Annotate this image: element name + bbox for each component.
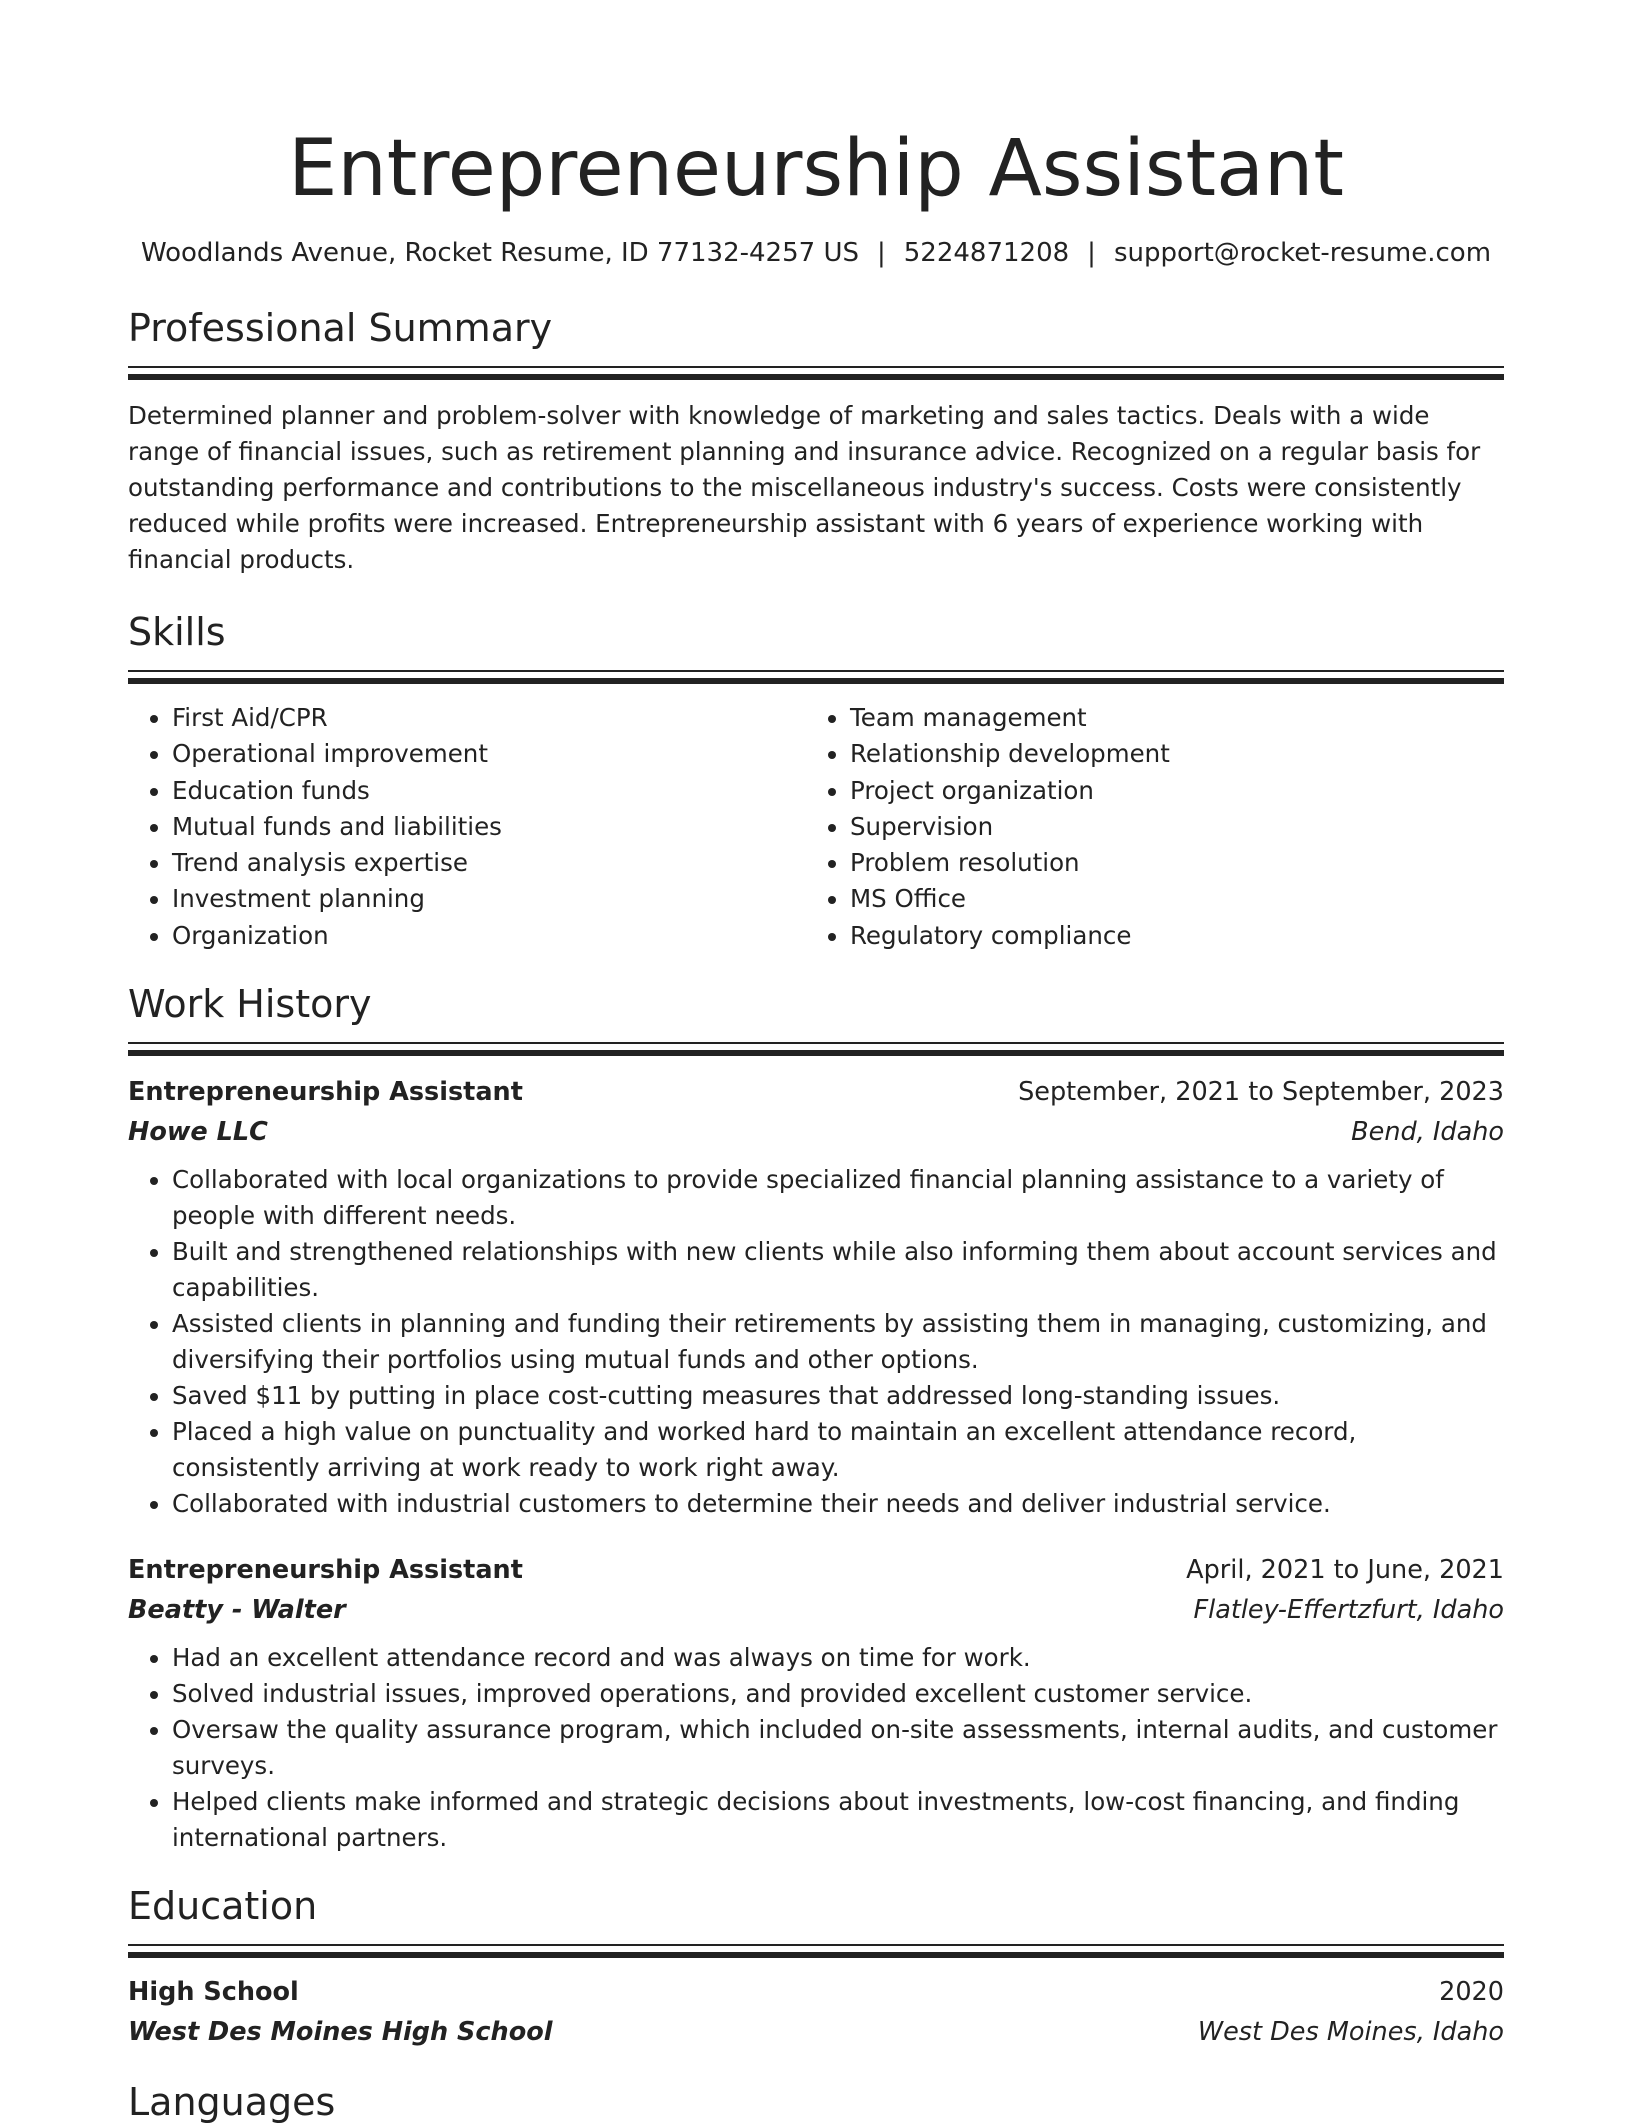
languages-section — [128, 2078, 1504, 2126]
contact-phone: 5224871208 — [903, 238, 1070, 268]
skill-item: • Investment planning — [172, 881, 806, 917]
section-rule-thick — [128, 1952, 1504, 1958]
resume-page — [128, 0, 1504, 2126]
education-header — [128, 1972, 1504, 2012]
skill-item: • Education funds — [172, 773, 806, 809]
job-bullet: • Collaborated with local organizations to provide specialized financial planning assistance to a variety of people with different needs. — [172, 1162, 1504, 1234]
skill-item: • First Aid/CPR — [172, 700, 806, 736]
contact-email: support@rocket-resume.com — [1113, 238, 1492, 268]
job-bullet: • Saved $11 by putting in place cost-cutting measures that addressed long-standing issues. — [172, 1378, 1504, 1414]
skill-item: • Organization — [172, 918, 806, 954]
contact-line — [128, 236, 1504, 270]
work-section — [128, 980, 1504, 1856]
section-rule-thick — [128, 678, 1504, 684]
education-subheader — [128, 2012, 1504, 2052]
skill-item: • Problem resolution — [850, 845, 1484, 881]
job-company: Howe LLC — [128, 1117, 268, 1148]
job-bullet: • Placed a high value on punctuality and worked hard to maintain an excellent attendance record, consistently arriving at work ready to work right away. — [172, 1414, 1504, 1486]
section-rule — [128, 366, 1504, 368]
resume-name: Entrepreneurship Assistant — [288, 124, 1344, 214]
summary-text: Determined planner and problem-solver with knowledge of marketing and sales tactics. Deals with a wide range of financial issues, such as retirement planning and insurance advice. Recognized on a regular basis for outstanding performance and contributions to the miscellaneous industry's success. Costs were consistently reduced while profits were increased. Entrepreneurship assistant with 6 years of experience working with financial products. — [128, 401, 1481, 574]
job-bullets — [128, 1640, 1504, 1856]
summary-section — [128, 304, 1504, 578]
section-title-work: Work History — [128, 982, 372, 1027]
section-rule-thick — [128, 1050, 1504, 1056]
education-year: 2020 — [1439, 1977, 1504, 2008]
education-location: West Des Moines, Idaho — [1197, 2017, 1504, 2048]
skills-section — [128, 608, 1504, 954]
job-dates: April, 2021 to June, 2021 — [1186, 1555, 1504, 1586]
skill-item: • Team management — [850, 700, 1484, 736]
education-degree: High School — [128, 1977, 299, 2008]
job-bullet: • Had an excellent attendance record and was always on time for work. — [172, 1640, 1504, 1676]
job-title: Entrepreneurship Assistant — [128, 1077, 523, 1108]
job-bullet: • Built and strengthened relationships with new clients while also informing them about account services and capabilities. — [172, 1234, 1504, 1306]
skills-list-right — [806, 700, 1484, 954]
skill-item: • Mutual funds and liabilities — [172, 809, 806, 845]
job-header — [128, 1550, 1504, 1590]
job-bullet: • Assisted clients in planning and funding their retirements by assisting them in managing, customizing, and diversifying their portfolios using mutual funds and other options. — [172, 1306, 1504, 1378]
job-company: Beatty - Walter — [128, 1595, 346, 1626]
section-title-languages: Languages — [128, 2080, 336, 2125]
contact-separator: | — [876, 238, 886, 268]
job-bullet: • Solved industrial issues, improved operations, and provided excellent customer service. — [172, 1676, 1504, 1712]
section-rule — [128, 1944, 1504, 1946]
education-school: West Des Moines High School — [128, 2017, 553, 2048]
section-title-education: Education — [128, 1884, 318, 1929]
section-rule — [128, 670, 1504, 672]
contact-separator: | — [1087, 238, 1096, 268]
education-entry — [128, 1972, 1504, 2052]
contact-address: Woodlands Avenue, Rocket Resume, ID 77132-4257 US — [140, 238, 859, 268]
section-rule — [128, 1042, 1504, 1044]
job-bullets — [128, 1162, 1504, 1522]
job-subheader — [128, 1112, 1504, 1152]
skills-columns — [128, 700, 1504, 954]
education-section — [128, 1882, 1504, 2052]
job-bullet: • Oversaw the quality assurance program, which included on-site assessments, internal audits, and customer surveys. — [172, 1712, 1504, 1784]
section-rule-thick — [128, 374, 1504, 380]
job-title: Entrepreneurship Assistant — [128, 1555, 523, 1586]
section-title-summary: Professional Summary — [128, 306, 553, 350]
skill-item: • Trend analysis expertise — [172, 845, 806, 881]
skill-item: • Relationship development — [850, 736, 1484, 772]
job-bullet: • Collaborated with industrial customers to determine their needs and deliver industrial service. — [172, 1486, 1504, 1522]
job-bullet: • Helped clients make informed and strategic decisions about investments, low-cost financing, and finding international partners. — [172, 1784, 1504, 1856]
job-header — [128, 1072, 1504, 1112]
job-dates: September, 2021 to September, 2023 — [1018, 1077, 1504, 1108]
job-location: Flatley-Effertzfurt, Idaho — [1193, 1595, 1504, 1626]
skill-item: • Project organization — [850, 773, 1484, 809]
skill-item: • MS Office — [850, 881, 1484, 917]
job-entry — [128, 1072, 1504, 1522]
section-title-skills: Skills — [128, 610, 226, 654]
skills-list-left — [128, 700, 806, 954]
skill-item: • Regulatory compliance — [850, 918, 1484, 954]
job-entry — [128, 1550, 1504, 1856]
job-location: Bend, Idaho — [1351, 1117, 1504, 1148]
job-subheader — [128, 1590, 1504, 1630]
skill-item: • Supervision — [850, 809, 1484, 845]
skill-item: • Operational improvement — [172, 736, 806, 772]
